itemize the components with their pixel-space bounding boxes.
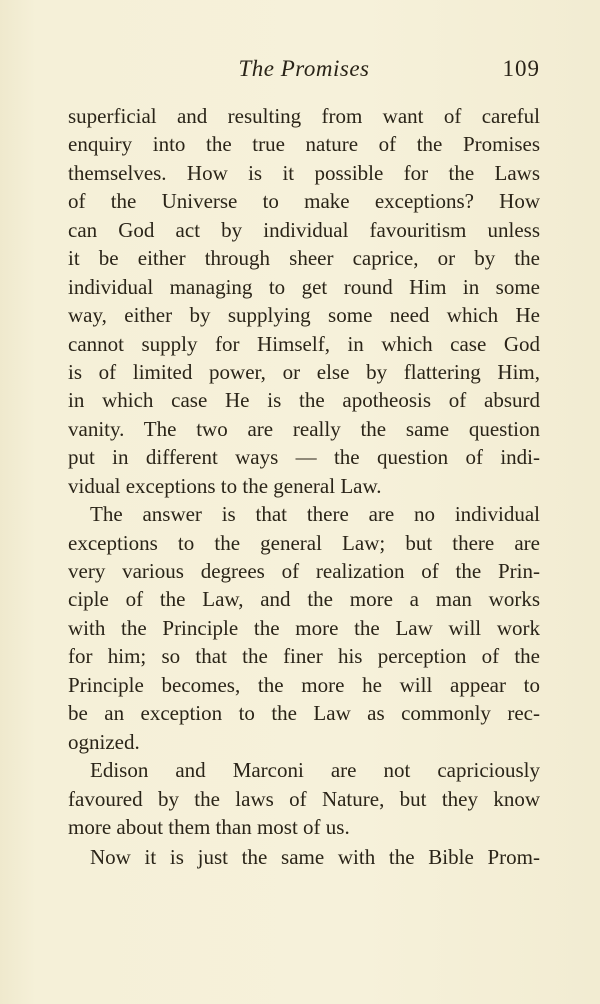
text-line: can God act by individual favouritism unless — [68, 217, 540, 242]
text-line: with the Principle the more the Law will work — [68, 615, 540, 640]
text-line: vidual exceptions to the general Law. — [68, 473, 382, 498]
text-line: vanity. The two are really the same question — [68, 416, 540, 441]
text-line: for him; so that the finer his perception of the — [68, 644, 540, 669]
running-title: The Promises — [238, 56, 370, 81]
text-line: individual managing to get round Him in some — [68, 274, 540, 299]
text-line: in which case He is the apotheosis of absurd — [68, 388, 540, 413]
text-line: be an exception to the Law as commonly rec- — [68, 701, 540, 726]
text-line: ognized. — [68, 729, 140, 754]
body-text — [68, 102, 540, 871]
paragraph-first-line: The answer is that there are no individual — [90, 502, 540, 527]
text-line: put in different ways — the question of indi- — [68, 445, 540, 470]
text-line: ciple of the Law, and the more a man works — [68, 587, 540, 612]
text-line: favoured by the laws of Nature, but they know — [68, 786, 540, 811]
paragraph-first-line: Edison and Marconi are not capriciously — [90, 758, 540, 783]
text-line: of the Universe to make exceptions? How — [68, 189, 540, 214]
text-line: Principle becomes, the more he will appear to — [68, 672, 540, 697]
text-line: is of limited power, or else by flattering Him, — [68, 359, 540, 384]
text-line: enquiry into the true nature of the Promises — [68, 132, 540, 157]
paragraph-first-line: Now it is just the same with the Bible Prom- — [90, 844, 540, 869]
text-line: it be either through sheer caprice, or by the — [68, 246, 540, 271]
text-line: exceptions to the general Law; but there are — [68, 530, 540, 555]
text-line: themselves. How is it possible for the Laws — [68, 160, 540, 185]
running-head — [68, 56, 540, 86]
text-line: superficial and resulting from want of careful — [68, 104, 540, 128]
text-line: cannot supply for Himself, in which case God — [68, 331, 540, 356]
text-line: way, either by supplying some need which He — [68, 303, 540, 328]
page-number: 109 — [502, 56, 540, 81]
text-line: very various degrees of realization of the Prin- — [68, 559, 540, 583]
text-line: more about them than most of us. — [68, 814, 350, 839]
